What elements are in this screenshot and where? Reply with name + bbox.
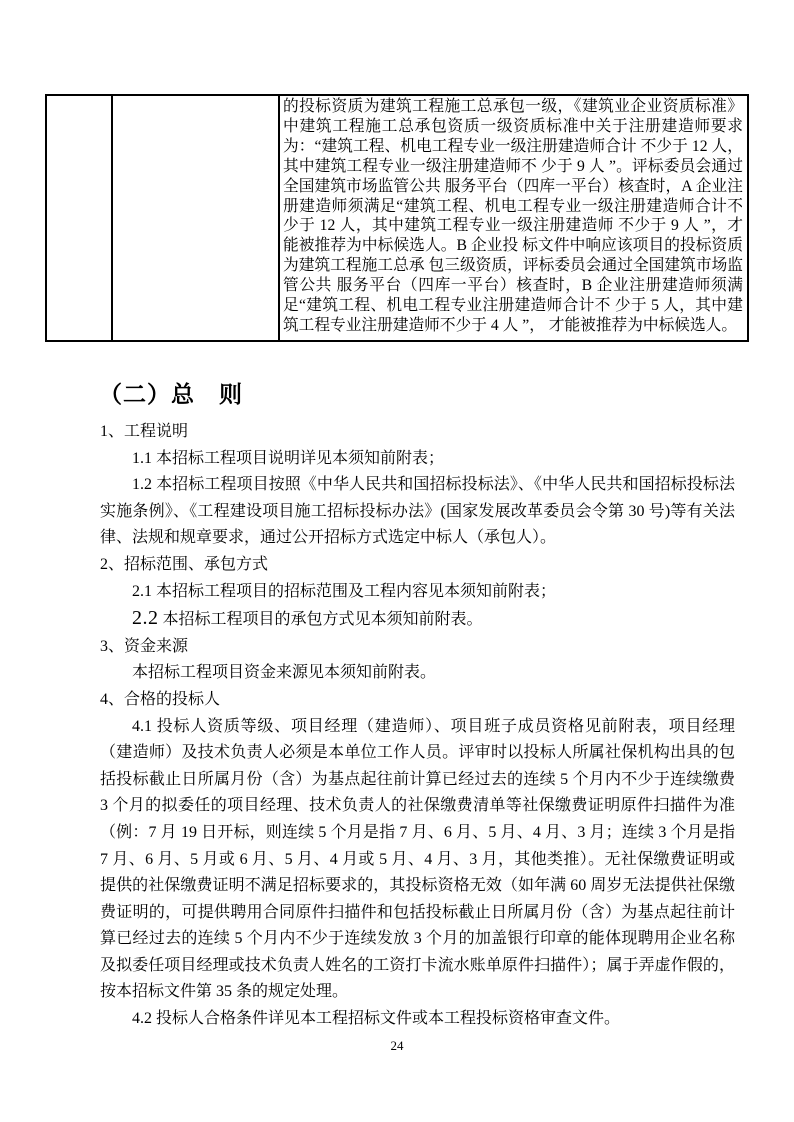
- clause-2-heading: 2、招标范围、承包方式: [100, 555, 269, 573]
- clause-1-heading: 1、工程说明: [100, 423, 189, 440]
- page-number: 24: [390, 1038, 404, 1053]
- clause-1-2: 1.2 本招标工程项目按照《中华人民共和国招标投标法》、《中华人民共和国招标投标法实施条例》、《工程建设项目施工招标投标办法》(国家发展改革委员会令第 30 号)等有关法律、法规和规章要求，通过公开招标方式选定中标人（承包人）。: [100, 476, 735, 547]
- qualification-continuation-table: [45, 94, 749, 342]
- clause-4-1: 4.1 投标人资质等级、项目经理（建造师）、项目班子成员资格见前附表，项目经理（建造师）及技术负责人必须是本单位工作人员。评审时以投标人所属社保机构出具的包括投标截止日所属月份（含）为基点起往前计算已经过去的连续 5 个月内不少于连续缴费 3 个月的拟委任的项目经理、技术负责人的社保缴费清单等社保缴费证明原件扫描件为准（例：7 月 19 日开标，则连续 5 个月是指 7 月、6 月、5 月、4 月、3 月；连续 3 个月是指 7 月、6 月、5 月或 6 月、5 月、4 月或 5 月、4 月、3 月，其他类推）。无社保缴费证明或提供的社保缴费证明不满足招标要求的，其投标资格无效（如年满 60 周岁无法提供社保缴费证明的，可提供聘用合同原件扫描件和包括投标截止日所属月份（含）为基点起往前计算已经过去的连续 5 个月内不少于连续发放 3 个月的加盖银行印章的能体现聘用企业名称及拟委任项目经理或技术负责人姓名的工资打卡流水账单原件扫描件）；属于弄虚作假的，按本招标文件第 35 条的规定处理。: [100, 717, 735, 1001]
- clause-3-body: 本招标工程项目资金来源见本须知前附表。: [132, 664, 437, 682]
- body-content: [100, 419, 735, 1033]
- table-cell-left: [46, 95, 112, 341]
- table-cell-middle: [112, 95, 279, 341]
- clause-3-heading: 3、资金来源: [100, 637, 189, 655]
- table-row: [46, 95, 748, 341]
- table-cell-qualification-text: 的投标资质为建筑工程施工总承包一级，《建筑业企业资质标准》中建筑工程施工总承包资质一级资质标准中关于注册建造师要求为：“建筑工程、机电工程专业一级注册建造师合计 不少于 12 人，其中建筑工程专业一级注册建造师不 少于 9 人 ”。评标委员会通过全国建筑市场监管公共 服务平台（四库一平台）核查时，A 企业注册建造师须满足“建筑工程、机电工程专业一级注册建造师合计不少于 12 人，其中建筑工程专业一级注册建造师 不少于 9 人 ”，才能被推荐为中标候选人。B 企业投 标文件中响应该项目的投标资质为建筑工程施工总承 包三级资质，评标委员会通过全国建筑市场监管公共 服务平台（四库一平台）核查时，B 企业注册建造师须满足“建筑工程、机电工程专业注册建造师合计不 少于 5 人，其中建筑工程专业注册建造师不少于 4 人 ”， 才能被推荐为中标候选人。: [279, 95, 748, 341]
- clause-4-heading: 4、合格的投标人: [100, 690, 221, 708]
- clause-2-1: 2.1 本招标工程项目的招标范围及工程内容见本须知前附表；: [132, 582, 557, 600]
- clause-2-2-number: 2.2: [132, 607, 159, 630]
- section-heading: （二）总 则: [99, 381, 243, 407]
- clause-2-2-text: 本招标工程项目的承包方式见本须知前附表。: [158, 611, 483, 629]
- clause-4-2: 4.2 投标人合格条件详见本工程招标文件或本工程投标资格审查文件。: [132, 1010, 621, 1028]
- clause-1-1: 1.1 本招标工程项目说明详见本须知前附表；: [132, 449, 445, 467]
- clause-2-2: [100, 605, 735, 634]
